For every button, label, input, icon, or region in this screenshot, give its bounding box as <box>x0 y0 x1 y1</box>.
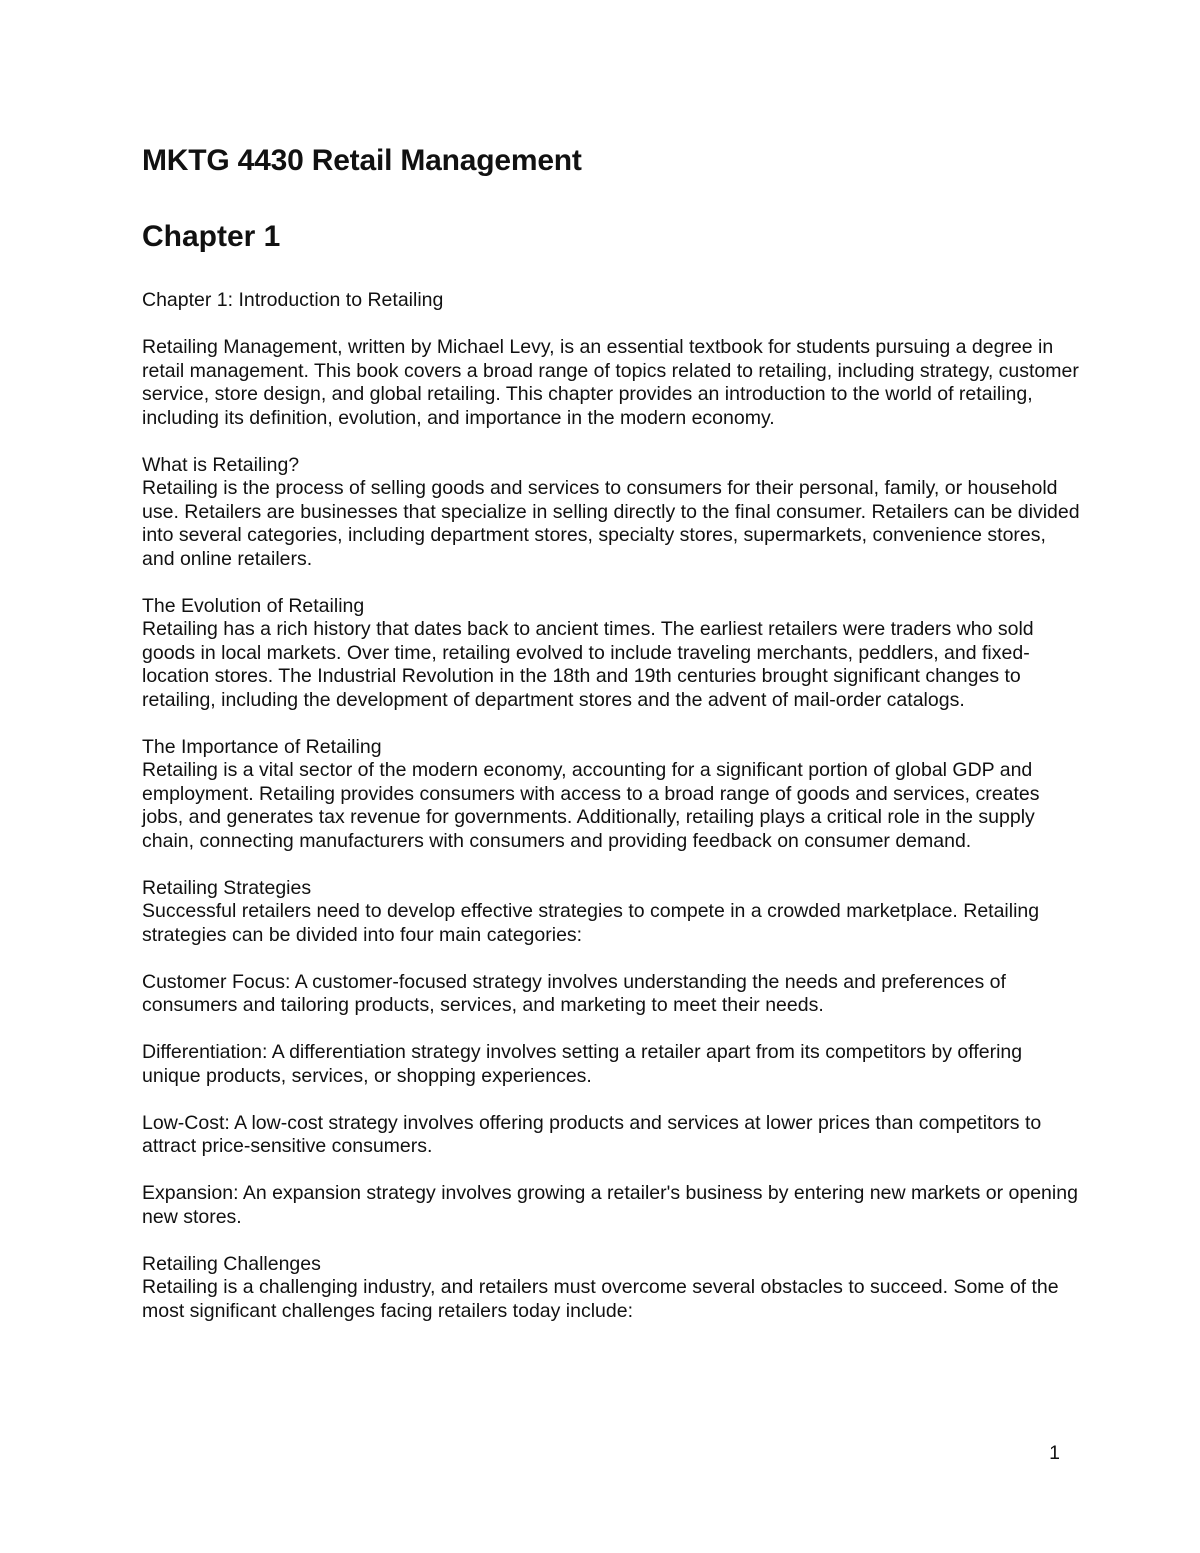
strategy-expansion: Expansion: An expansion strategy involves growing a retailer's business by entering new markets or opening new stores. <box>142 1182 1078 1228</box>
page-number: 1 <box>1049 1442 1060 1464</box>
section-body: Retailing is a challenging industry, and retailers must overcome several obstacles to succeed. Some of the most significant challenges facing retailers today include: <box>142 1276 1059 1322</box>
section-heading: Retailing Challenges <box>142 1252 321 1275</box>
section-heading: What is Retailing? <box>142 453 300 476</box>
strategy-low-cost: Low-Cost: A low-cost strategy involves offering products and services at lower prices than competitors to attract price-sensitive consumers. <box>142 1111 1042 1157</box>
chapter-heading: Chapter 1 <box>142 220 281 253</box>
strategy-customer-focus: Customer Focus: A customer-focused strategy involves understanding the needs and preferences of consumers and tailoring products, services, and marketing to meet their needs. <box>142 970 1006 1016</box>
section-body: Retailing is the process of selling goods and services to consumers for their personal, family, or household use. Retailers are businesses that specialize in selling directly to the final consumer. Retailers can be divided into several categories, including department stores, specialty stores, supermarkets, convenience stores, and online retailers. <box>142 477 1080 570</box>
section-evolution-of-retailing <box>142 595 1082 713</box>
page-content <box>142 143 1082 1323</box>
chapter-subtitle: Chapter 1: Introduction to Retailing <box>142 289 444 311</box>
section-what-is-retailing <box>142 454 1082 572</box>
section-retailing-challenges <box>142 1253 1082 1324</box>
section-heading: The Importance of Retailing <box>142 735 382 758</box>
section-importance-of-retailing <box>142 736 1082 854</box>
section-retailing-strategies <box>142 877 1082 948</box>
section-body: Successful retailers need to develop effective strategies to compete in a crowded marketplace. Retailing strategies can be divided into four main categories: <box>142 900 1040 946</box>
section-heading: Retailing Strategies <box>142 876 312 899</box>
section-body: Retailing has a rich history that dates back to ancient times. The earliest retailers were traders who sold goods in local markets. Over time, retailing evolved to include traveling merchants, peddlers, and fixed-location stores. The Industrial Revolution in the 18th and 19th centuries brought significant changes to retailing, including the development of department stores and the advent of mail-order catalogs. <box>142 618 1034 711</box>
document-title: MKTG 4430 Retail Management <box>142 144 582 177</box>
section-body: Retailing is a vital sector of the modern economy, accounting for a significant portion of global GDP and employment. Retailing provides consumers with access to a broad range of goods and services, creates jobs, and generates tax revenue for governments. Additionally, retailing plays a critical role in the supply chain, connecting manufacturers with consumers and providing feedback on consumer demand. <box>142 759 1040 852</box>
intro-paragraph: Retailing Management, written by Michael Levy, is an essential textbook for students pursuing a degree in retail management. This book covers a broad range of topics related to retailing, including strategy, customer service, store design, and global retailing. This chapter provides an introduction to the world of retailing, including its definition, evolution, and importance in the modern economy. <box>142 336 1079 429</box>
strategy-differentiation: Differentiation: A differentiation strategy involves setting a retailer apart from its competitors by offering unique products, services, or shopping experiences. <box>142 1041 1023 1087</box>
section-heading: The Evolution of Retailing <box>142 594 365 617</box>
